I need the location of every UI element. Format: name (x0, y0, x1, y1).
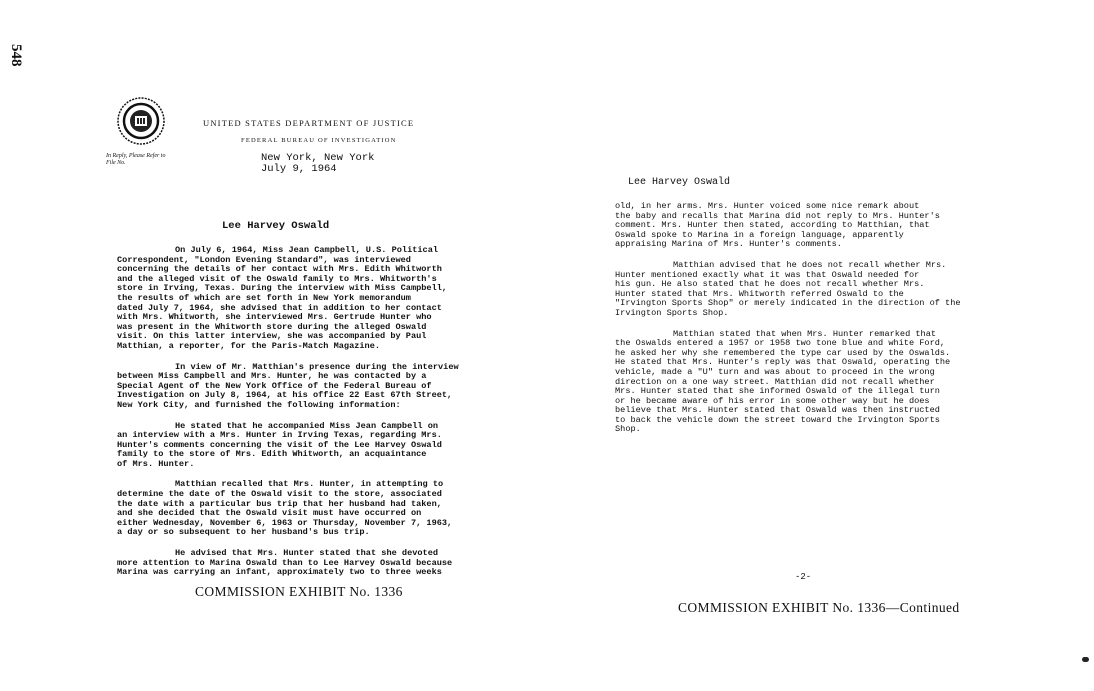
paragraph: Matthian advised that he does not recall whether Mrs. Hunter mentioned exactly what it was that Oswald needed for his gun. He also stated that he does not recall whether Mrs. Hunter stated that Mrs. Whitworth referred Oswald to the "Irvington Sports Shop" or merely indicated in the direction of the Irvington Sports Shop. (615, 259, 961, 318)
subject-heading: Lee Harvey Oswald (222, 220, 330, 232)
paragraph: Matthian stated that when Mrs. Hunter remarked that the Oswalds entered a 1957 or 1958 two tone blue and white Ford, he asked her why she remembered the type car used by the Oswalds. He stated that Mrs. Hunter's reply was that Oswald, operating the vehicle, made a "U" turn and was about to proceed in the wrong direction on a one way street. Matthian did not recall whether Mrs. Hunter stated that she informed Oswald of the illegal turn or he became aware of his error in some other way but he does believe that Mrs. Hunter stated that Oswald was then instructed to back the vehicle down the street toward the Irvington Sports Shop. (615, 328, 951, 435)
memo-body-page-1 (117, 246, 492, 589)
paragraph: He advised that Mrs. Hunter stated that she devoted more attention to Marina Oswald than to Lee Harvey Oswald because Marina was carrying an infant, approximately two to three weeks (117, 548, 453, 578)
file-number-note: File No. (106, 160, 126, 166)
page-number: 548 (8, 44, 24, 67)
paragraph: old, in her arms. Mrs. Hunter voiced some nice remark about the baby and recalls that Marina did not reply to Mrs. Hunter's comment. Mrs. Hunter then stated, according to Matthian, that Oswald spoke to Marina in a foreign language, apparently appraising Marina of Mrs. Hunter's comments. (615, 201, 940, 250)
dateline-date: July 9, 1964 (261, 163, 337, 175)
exhibit-caption: COMMISSION EXHIBIT No. 1336 (195, 584, 403, 599)
letterhead-bureau: FEDERAL BUREAU OF INVESTIGATION (241, 137, 397, 144)
subject-heading-continued: Lee Harvey Oswald (628, 177, 731, 188)
letterhead-department: UNITED STATES DEPARTMENT OF JUSTICE (203, 118, 415, 128)
page-indicator: -2- (795, 572, 812, 582)
dateline (261, 153, 374, 175)
reply-note: In Reply, Please Refer to (106, 153, 166, 159)
paragraph: In view of Mr. Matthian's presence during the interview between Miss Campbell and Mrs. Hunter, he was contacted by a Special Agent of the New York Office of the Federal Bureau of Investigation on July 8, 1964, at his office 22 East 67th Street, New York City, and furnished the following information: (117, 361, 459, 410)
memo-body-page-2 (615, 202, 1010, 446)
paragraph: On July 6, 1964, Miss Jean Campbell, U.S. Political Correspondent, "London Evening Standard", was interviewed concerning the details of her contact with Mrs. Edith Whitworth and the alleged visit of the Oswald family to Mrs. Whitworth's store in Irving, Texas. During the interview with Miss Campbell, the results of which are set forth in New York memorandum dated July 7, 1964, she advised that in addition to her contact with Mrs. Whitworth, she interviewed Mrs. Gertrude Hunter who was present in the Whitworth store during the alleged Oswald visit. On this latter interview, she was accompanied by Paul Matthian, a reporter, for the Paris-Match Magazine. (117, 245, 448, 351)
doj-seal-icon (117, 97, 165, 145)
reply-reference (106, 153, 165, 167)
paragraph: Matthian recalled that Mrs. Hunter, in attempting to determine the date of the Oswald visit to the store, associated the date with a particular bus trip that her husband had taken, and she decided that the Oswald visit must have occurred on either Wednesday, November 6, 1963 or Thursday, November 7, 1963, a day or so subsequent to her husband's bus trip. (117, 479, 453, 538)
exhibit-caption-continued: COMMISSION EXHIBIT No. 1336—Continued (678, 600, 960, 615)
paragraph: He stated that he accompanied Miss Jean Campbell on an interview with a Mrs. Hunter in Irving Texas, regarding Mrs. Hunter's comments concerning the visit of the Lee Harvey Oswald family to the store of Mrs. Edith Whitworth, an acquaintance of Mrs. Hunter. (117, 420, 442, 469)
ink-mark (1082, 657, 1089, 662)
dateline-place: New York, New York (261, 152, 375, 164)
